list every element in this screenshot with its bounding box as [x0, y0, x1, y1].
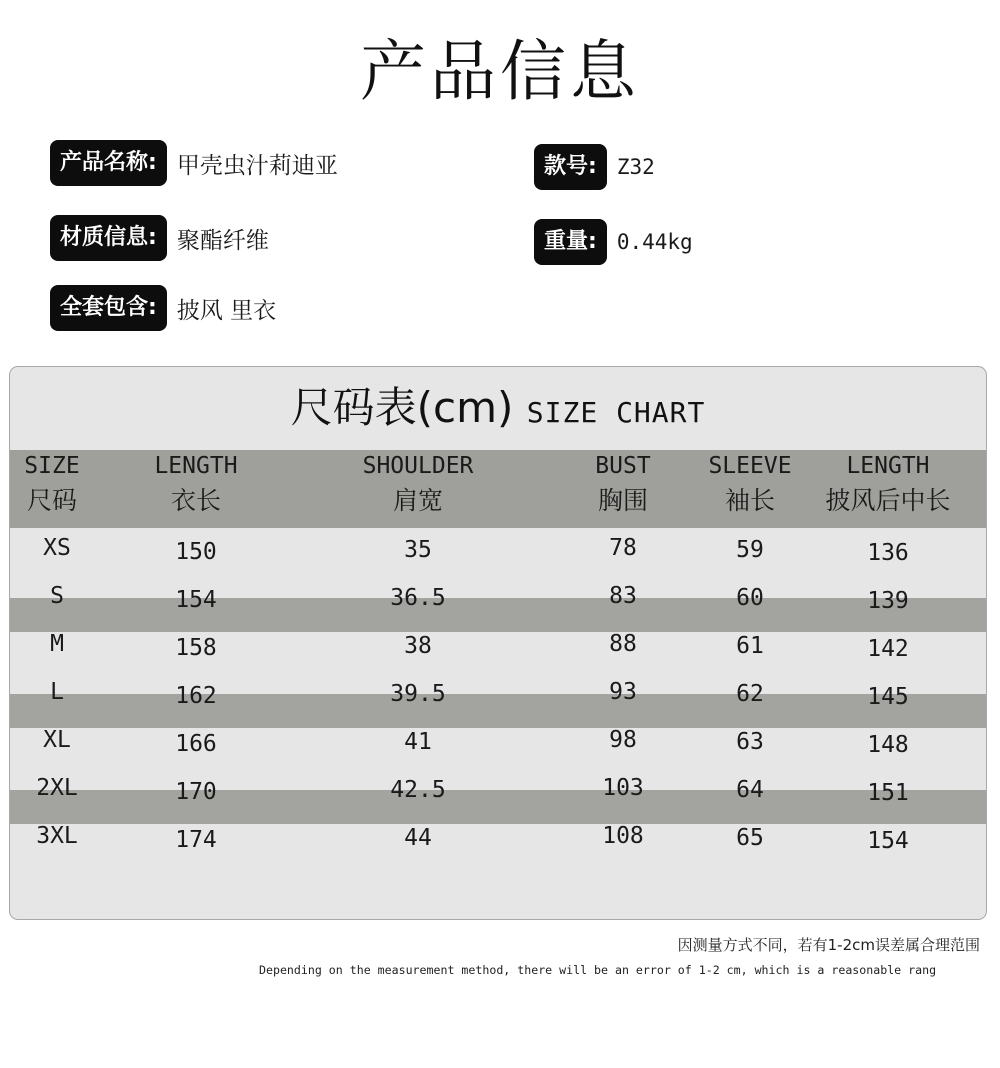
table-cell: 158: [175, 635, 217, 661]
size-chart-title-en: SIZE CHART: [526, 396, 706, 429]
weight-label: 重量:: [534, 219, 607, 265]
table-cell: 136: [867, 540, 909, 566]
table-cell: 38: [404, 633, 432, 659]
table-cell: 148: [867, 732, 909, 758]
table-cell: 103: [602, 775, 644, 801]
page-title: 产品信息: [360, 33, 640, 110]
table-cell: 108: [602, 823, 644, 849]
table-cell: M: [50, 631, 64, 657]
table-cell: 64: [736, 777, 764, 803]
table-cell: 162: [175, 683, 217, 709]
table-cell: 154: [867, 828, 909, 854]
size-chart-row-band: [10, 790, 986, 824]
table-cell: 3XL: [36, 823, 78, 849]
table-cell: 60: [736, 585, 764, 611]
style-number-value: Z32: [616, 155, 655, 179]
header-en: LENGTH: [154, 453, 238, 479]
table-cell: 151: [867, 780, 909, 806]
table-cell: 93: [609, 679, 637, 705]
table-cell: 83: [609, 583, 637, 609]
table-cell: 62: [736, 681, 764, 707]
size-chart-panel: [9, 366, 987, 920]
table-cell: 41: [404, 729, 432, 755]
header-en: SLEEVE: [708, 453, 792, 479]
size-chart-header-cell: [595, 453, 650, 517]
table-cell: 154: [175, 587, 217, 613]
header-cn: 披风后中长: [825, 486, 951, 515]
header-cn: 肩宽: [392, 486, 443, 515]
header-en: BUST: [595, 453, 651, 479]
product-name-row: [50, 140, 338, 186]
table-cell: 78: [609, 535, 637, 561]
style-number-row: [534, 144, 655, 190]
size-chart-header-cell: [825, 453, 950, 517]
table-cell: 36.5: [390, 585, 446, 611]
set-includes-value: 披风 里衣: [176, 297, 277, 324]
table-cell: 88: [609, 631, 637, 657]
table-cell: 35: [404, 537, 432, 563]
header-en: LENGTH: [846, 453, 930, 479]
measurement-note-en: Depending on the measurement method, there will be an error of 1-2 cm, which is a reasonable rang: [259, 963, 937, 977]
table-cell: 2XL: [36, 775, 78, 801]
table-cell: L: [50, 679, 64, 705]
table-cell: 142: [867, 636, 909, 662]
size-chart-header-cell: [154, 453, 237, 517]
header-cn: 尺码: [26, 486, 78, 515]
size-chart-title-cn: 尺码表(cm): [290, 383, 514, 432]
set-includes-label: 全套包含:: [50, 285, 167, 331]
table-cell: 65: [736, 825, 764, 851]
size-chart-row-band: [10, 694, 986, 728]
table-cell: XL: [43, 727, 71, 753]
table-cell: 145: [867, 684, 909, 710]
table-cell: XS: [43, 535, 71, 561]
material-label: 材质信息:: [50, 215, 167, 261]
size-chart-header-cell: [24, 453, 79, 517]
table-cell: 170: [175, 779, 217, 805]
table-cell: 98: [609, 727, 637, 753]
table-cell: 150: [175, 539, 217, 565]
table-cell: 63: [736, 729, 764, 755]
set-includes-row: [50, 285, 276, 331]
table-cell: 59: [736, 537, 764, 563]
header-en: SHOULDER: [362, 453, 474, 479]
size-chart-row-band: [10, 598, 986, 632]
product-name-value: 甲壳虫汁莉迪亚: [176, 152, 338, 179]
header-cn: 衣长: [170, 486, 221, 515]
table-cell: 174: [175, 827, 217, 853]
header-cn: 袖长: [724, 486, 775, 515]
header-cn: 胸围: [597, 486, 649, 515]
size-chart-title: [10, 375, 986, 435]
table-cell: 44: [404, 825, 432, 851]
material-row: [50, 215, 269, 261]
table-cell: 139: [867, 588, 909, 614]
table-cell: 42.5: [390, 777, 446, 803]
material-value: 聚酯纤维: [176, 227, 269, 254]
measurement-note-cn: 因测量方式不同，若有1-2cm误差属合理范围: [677, 936, 980, 954]
size-chart-header-cell: [708, 453, 791, 517]
weight-value: 0.44kg: [616, 230, 693, 254]
weight-row: [534, 219, 693, 265]
table-cell: 39.5: [390, 681, 446, 707]
table-cell: 61: [736, 633, 764, 659]
table-cell: 166: [175, 731, 217, 757]
product-name-label: 产品名称:: [50, 140, 167, 186]
header-en: SIZE: [24, 453, 80, 479]
table-cell: S: [50, 583, 64, 609]
style-number-label: 款号:: [534, 144, 607, 190]
size-chart-header-cell: [363, 453, 474, 517]
